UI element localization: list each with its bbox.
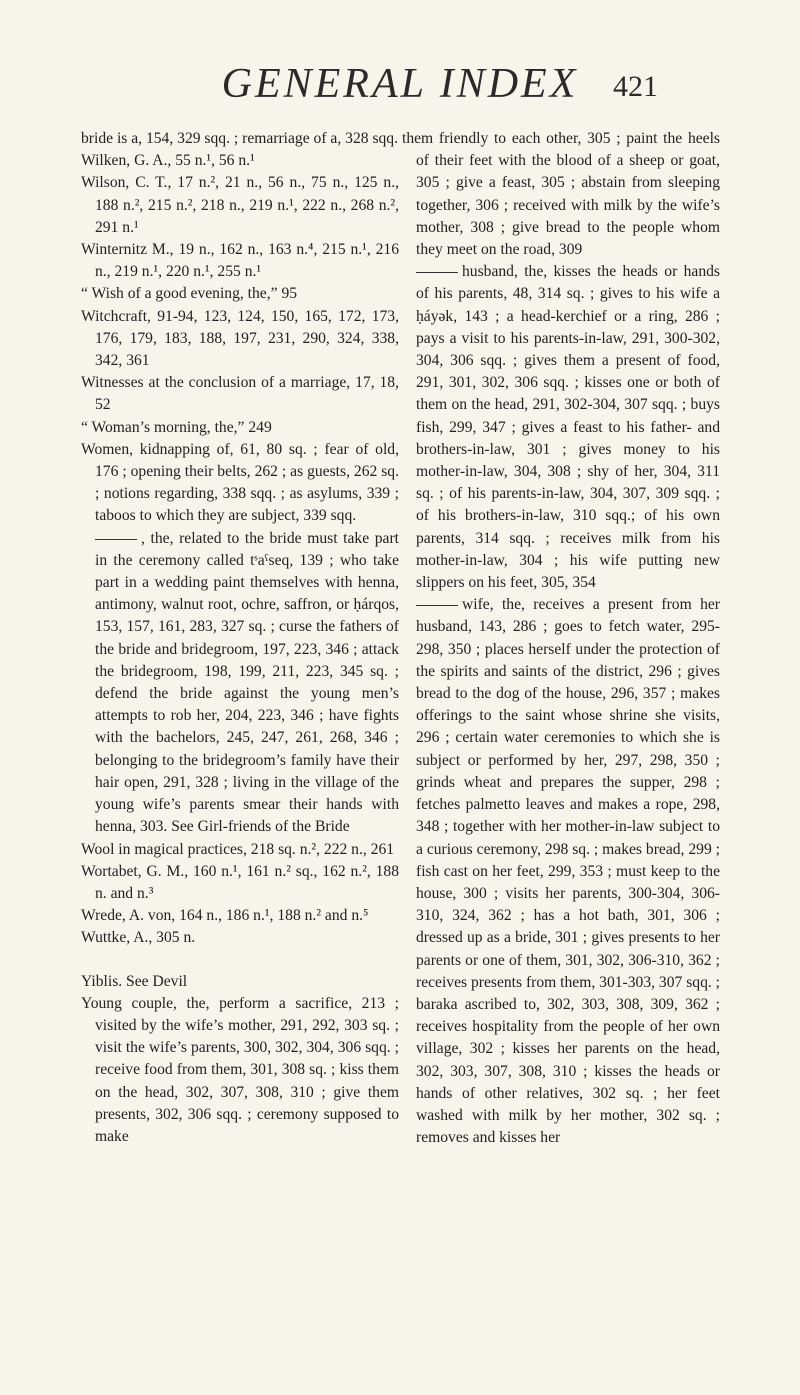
index-entry-text: “ Woman’s morning, the,” 249 (81, 418, 272, 436)
index-entry-text: Wrede, A. von, 164 n., 186 n.¹, 188 n.² and n.⁵ (81, 907, 369, 925)
index-entry-text: Wilson, C. T., 17 n.², 21 n., 56 n., 75 n., 125 n., 188 n.², 215 n.², 218 n., 219 n.¹, 222 n., 268 n.², 291 n.¹ (81, 174, 399, 236)
index-entry-text: wife, the, receives a present from her husband, 143, 286 ; goes to fetch water, 295-298, 350 ; places herself under the protection of the spirits and saints of the district, 296 ; gives bread to the dog of the house, 296, 357 ; makes offerings to the saint whose shrine she visits, 296 ; certain water ceremonies to which she is subject or performed by her, 297, 298, 350 ; grinds wheat and prepares the supper, 298 ; fetches palmetto leaves and makes a rope, 298, 348 ; together with her mother-in-law subject to a curious ceremony, 298 sq. ; makes bread, 299 ; fish cast on her feet, 299, 353 ; must keep to the house, 300 ; visits her parents, 300-304, 306-310, 324, 362 ; has a hot bath, 301, 306 ; dressed up as a bride, 301 ; gives presents to her parents or one of them, 301, 302, 306-310, 362 ; receives presents from them, 301-303, 307 sqq. ; baraka ascribed to, 302, 303, 308, 309, 362 ; receives hospitality from the people of her own village, 302 ; kisses her parents on the head, 302, 303, 307, 308, 310 ; kisses the heads or hands of other relatives, 302 sq. ; her feet washed with milk by her mother, 302 sq. ; removes and kisses her (416, 596, 721, 1147)
index-entry-text: Wilken, G. A., 55 n.¹, 56 n.¹ (81, 152, 255, 170)
ditto-dash (416, 272, 458, 273)
index-entry-yiblis (81, 971, 399, 993)
index-entry-text: Yiblis. See Devil (81, 972, 188, 990)
index-entry-text: Women, kidnapping of, 61, 80 sq. ; fear of old, 176 ; opening their belts, 262 ; as guests, 262 sq. ; notions regarding, 338 sqq. ; as asylums, 339 ; taboos to which they are subject, 339 sqq. (81, 440, 399, 525)
index-entry-text: “ Wish of a good evening, the,” 95 (81, 285, 298, 303)
index-entry-text: Young couple, the, perform a sacrifice, 213 ; visited by the wife’s mother, 291, 292, 303 sq. ; visit the wife’s parents, 300, 302, 304, 306 sqq. ; receive food from them, 301, 308 sq. ; kiss them on the head, 302, 307, 308, 310 ; give them presents, 302, 306 sqq. ; ceremony supposed to make (81, 994, 399, 1145)
index-entry-wuttke (81, 927, 399, 949)
index-entry-women-related (81, 528, 399, 839)
index-entry-wilken (81, 150, 399, 172)
index-entry-winternitz (81, 239, 399, 283)
page-header (0, 60, 800, 120)
left-column (81, 128, 399, 1148)
index-entry-text: Wool in magical practices, 218 sq. n.², 222 n., 261 (81, 840, 395, 858)
running-head: GENERAL INDEX (221, 61, 579, 107)
index-entry-wife (402, 594, 720, 1149)
ditto-dash (95, 539, 137, 540)
index-entry-text: Witnesses at the conclusion of a marriage, 17, 18, 52 (81, 374, 399, 414)
index-entry-witchcraft (81, 306, 399, 373)
index-entry-bride-cont (81, 128, 399, 150)
ditto-dash (416, 605, 458, 606)
index-entry-text: bride is a, 154, 329 sqq. ; remarriage of a, 328 sqq. (81, 130, 398, 147)
index-entry-young-couple-cont (402, 128, 720, 261)
index-entry-text: Wortabet, G. M., 160 n.¹, 161 n.² sq., 162 n.², 188 n. and n.³ (81, 862, 399, 902)
index-entry-womans-morning (81, 417, 399, 439)
index-entry-young-couple (81, 993, 399, 1148)
index-entry-text: Wuttke, A., 305 n. (81, 929, 196, 947)
right-column (402, 128, 720, 1149)
index-entry-husband (402, 261, 720, 594)
index-entry-text: , the, related to the bride must take part in the ceremony called tˢaˁseq, 139 ; who take part in a wedding paint themselves with henna, antimony, walnut root, ochre, saffron, or ḥárqos, 153, 157, 161, 283, 327 sq. ; curse the fathers of the bride and bridegroom, 197, 223, 346 ; attack the bridegroom, 198, 199, 211, 223, 345 sq. ; defend the bride against the young men’s attempts to rob her, 204, 223, 346 ; have fights with the bachelors, 245, 247, 261, 268, 346 ; belonging to the bridegroom’s family have their hair open, 291, 328 ; living in the village of the young wife’s parents smear their hands with henna, 303. See Girl-friends of the Bride (95, 529, 399, 836)
index-entry-women (81, 439, 399, 528)
index-entry-wrede (81, 905, 399, 927)
index-entry-wortabet (81, 861, 399, 905)
index-entry-text: Winternitz M., 19 n., 162 n., 163 n.⁴, 215 n.¹, 216 n., 219 n.¹, 220 n.¹, 255 n.¹ (81, 241, 399, 281)
index-entry-witnesses (81, 372, 399, 416)
page-number: 421 (613, 70, 658, 103)
index-entry-text: husband, the, kisses the heads or hands of his parents, 48, 314 sq. ; gives to his wife a ḥáyǝk, 143 ; a head-kerchief or a ring, 286 ; pays a visit to his parents-in-law, 291, 300-302, 304, 306 sqq. ; gives them a present of food, 291, 301, 302, 306 sqq. ; kisses one or both of them on the head, 291, 302-304, 307 sqq. ; buys fish, 299, 347 ; gives a feast to his father- and brothers-in-law, 301 ; gives money to his mother-in-law, 304, 308 ; shy of her, 304, 311 sq. ; of his parents-in-law, 304, 307, 309 sqq. ; of his brothers-in-law, 310 sqq.; of his own parents, 314 sqq. ; receives milk from his mother-in-law, 304 ; his wife putting new slippers on his feet, 305, 354 (416, 263, 720, 592)
index-entry-wool (81, 839, 399, 861)
index-entry-wish (81, 283, 399, 305)
index-entry-text: them friendly to each other, 305 ; paint the heels of their feet with the blood of a sheep or goat, 305 ; give a feast, 305 ; abstain from sleeping together, 306 ; received with milk by the wife’s mother, 308 ; give bread to the people whom they meet on the road, 309 (402, 130, 720, 259)
index-entry-text: Witchcraft, 91-94, 123, 124, 150, 165, 172, 173, 176, 179, 183, 188, 197, 231, 290, 324, 338, 342, 361 (81, 307, 399, 370)
index-entry-wilson (81, 172, 399, 239)
